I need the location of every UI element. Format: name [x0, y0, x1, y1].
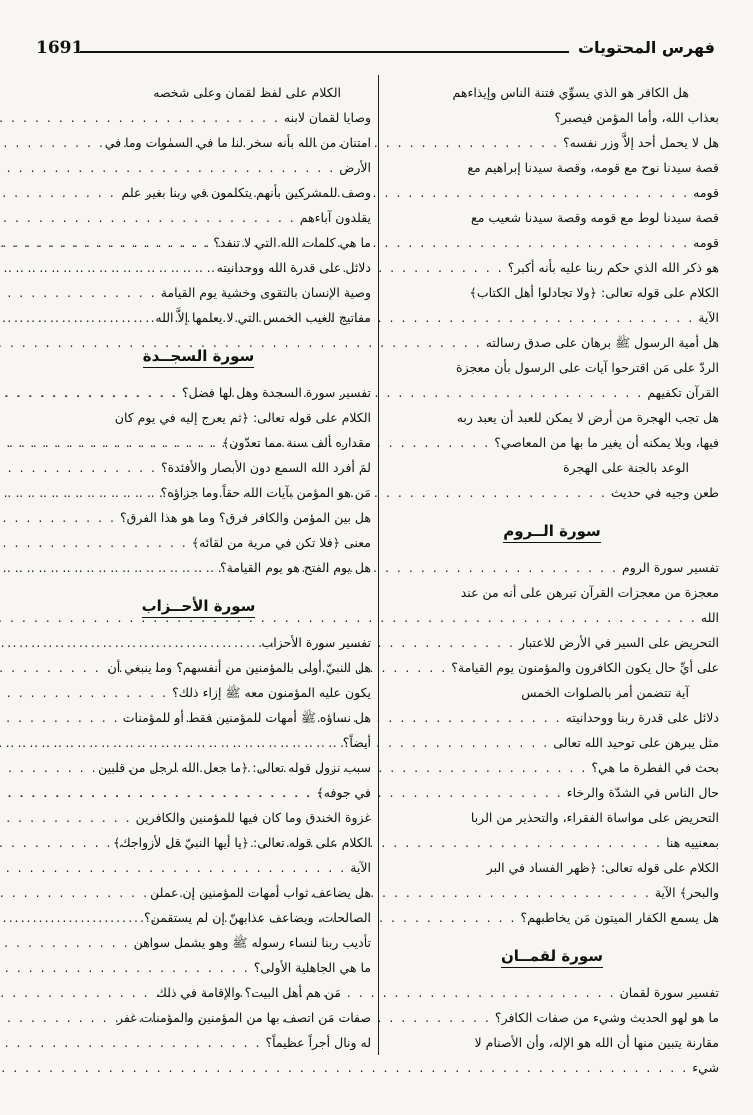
toc-entry[interactable]: [26, 980, 371, 1005]
section-title: سورة الأحــزاب: [142, 597, 256, 618]
entry-text: هل يسمع الكفار الميتون مَن يخاطبهم؟: [520, 910, 719, 925]
section-title: سورة لقمــان: [501, 947, 603, 968]
entry-text: بمعنييه هنا: [666, 835, 719, 850]
entry-text: مثل يبرهن على توحيد الله تعالى: [553, 735, 719, 750]
toc-entry[interactable]: [26, 255, 371, 280]
toc-entry[interactable]: [26, 930, 371, 955]
toc-entry[interactable]: [385, 580, 719, 630]
toc-entry[interactable]: [385, 480, 719, 505]
entry-text: صفات مَن اتصف بها من المؤمنين والمؤمنات غفر: [116, 1010, 371, 1025]
entry-text: الصالحات، ويضاعف عذابهنّ إن لم يستقمن؟: [144, 910, 371, 925]
toc-entry[interactable]: [26, 505, 371, 530]
dot-leader: [0, 780, 316, 805]
toc-entry[interactable]: [26, 280, 371, 305]
entry-text: له ونال أجراً عظيماً؟: [265, 1035, 371, 1050]
entry-text: الله: [700, 610, 719, 625]
section-heading: [385, 942, 719, 970]
toc-entry[interactable]: [26, 180, 371, 230]
dot-leader: [0, 630, 261, 655]
entry-text: وصية الإنسان بالتقوى وخشية يوم القيامة: [160, 285, 371, 300]
header-title: فهرس المحتويات: [577, 38, 715, 57]
entry-text: قصة سيدنا نوح مع قومه، وقصة سيدنا إبراهيم مع: [467, 160, 719, 175]
toc-entry[interactable]: [26, 805, 371, 830]
toc-entry[interactable]: [385, 730, 719, 755]
dot-leader: [0, 280, 161, 305]
toc-entry[interactable]: [26, 130, 371, 180]
dot-leader: [0, 530, 192, 555]
entry-text: مَن هو المؤمن بآيات الله حقاً وما جزاؤه؟: [160, 485, 371, 500]
entry-text: هل أمية الرسول ﷺ برهان على صدق رسالته: [485, 335, 719, 350]
toc-entry[interactable]: [385, 805, 719, 855]
entry-text: التحريض على السير في الأرض للاعتبار: [518, 635, 719, 650]
dot-leader: [0, 430, 222, 455]
dot-leader: [0, 905, 144, 930]
toc-entry[interactable]: [385, 630, 719, 655]
entry-text: الكلام على قوله تعالى: ﴿ظهر الفساد في البر: [486, 860, 719, 875]
entry-text: دلائل على قدرة الله ووحدانيته: [216, 260, 371, 275]
toc-entry[interactable]: [385, 355, 719, 405]
entry-text: على أيِّ حال يكون الكافرون والمؤمنون يوم القيامة؟: [451, 660, 719, 675]
entry-text: مَن هم أهل البيت؟ والإقامة في ذلك: [156, 985, 341, 1000]
dot-leader: [0, 455, 161, 480]
entry-text: معنى ﴿فلا تكن في مرية من لقائه﴾: [191, 535, 371, 550]
entry-text: الكلام على لفظ لقمان وعلى شخصه: [153, 85, 341, 100]
toc-entry[interactable]: [385, 280, 719, 330]
toc-entry[interactable]: [26, 555, 371, 580]
dot-leader: [0, 680, 172, 705]
toc-entry[interactable]: [385, 455, 719, 480]
toc-entry[interactable]: [26, 955, 371, 980]
entry-text: معجزة من معجزات القرآن تبرهن على أنه من عند: [460, 585, 719, 600]
page-number: 1691: [36, 38, 84, 58]
toc-entry[interactable]: [385, 130, 719, 155]
dot-leader: [0, 1055, 692, 1080]
dot-leader: [0, 230, 213, 255]
entry-text: القرآن تكفيهم: [647, 385, 719, 400]
entry-text: فيها، وبلا يمكنه أن يغير ما بها من المعاصي؟: [494, 435, 719, 450]
toc-entry[interactable]: [385, 680, 719, 705]
entry-text: التحريض على مواساة الفقراء، والتحذير من الربا: [470, 810, 719, 825]
toc-entry[interactable]: [26, 480, 371, 505]
entry-text: أيضاً؟: [342, 735, 371, 750]
toc-entry[interactable]: [26, 655, 371, 705]
entry-text: هل لا يحمل أحد إلاَّ وزر نفسه؟: [562, 135, 719, 150]
entry-text: ما هي كلمات الله التي لا تنفد؟: [213, 235, 371, 250]
entry-text: الآية: [350, 860, 371, 875]
entry-text: في جوفه﴾: [316, 785, 371, 800]
section-title: سورة السجــدة: [143, 347, 255, 368]
section-heading: [26, 592, 371, 620]
entry-text: لمَ أفرد الله السمع دون الأبصار والأفئدة؟: [161, 460, 371, 475]
entry-text: ما هو لهو الحديث وشيء من صفات الكافر؟: [494, 1010, 719, 1025]
entry-text: ما هي الجاهلية الأولى؟: [253, 960, 371, 975]
section-title: سورة الــروم: [503, 522, 601, 543]
header-rule: [80, 51, 569, 53]
entry-text: يكون عليه المؤمنون معه ﷺ إزاء ذلك؟: [172, 685, 371, 700]
dot-leader: [0, 480, 161, 505]
entry-text: بحث في الفطرة ما هي؟: [591, 760, 719, 775]
entry-text: الأرض: [339, 160, 371, 175]
entry-text: هل الكافر هو الذي يسوِّي فتنة الناس وإيذاءهم: [452, 85, 689, 100]
toc-entry[interactable]: [26, 380, 371, 405]
entry-text: قصة سيدنا لوط مع قومه وقصة سيدنا شعيب مع: [471, 210, 719, 225]
toc-entry[interactable]: [385, 655, 719, 680]
toc-entry[interactable]: [385, 855, 719, 905]
entry-text: الكلام على قوله تعالى: ﴿يا أيها النبيّ قل لأزواجك﴾: [113, 835, 371, 850]
entry-text: تفسير سورة السجدة وهل لها فضل؟: [181, 385, 371, 400]
entry-text: يقلدون آباءهم: [299, 210, 371, 225]
toc-entry[interactable]: [385, 330, 719, 355]
entry-text: الكلام على قوله تعالى: ﴿ولا تجادلوا أهل الكتاب﴾: [469, 285, 719, 300]
dot-leader: [0, 205, 300, 230]
entry-text: امتنان من الله بأنه سخر لنا ما في السمٰوات وما في: [104, 135, 371, 150]
dot-leader: [0, 105, 284, 130]
section-heading: [26, 342, 371, 370]
toc-entry[interactable]: [385, 155, 719, 205]
entry-text: الكلام على قوله تعالى: ﴿ثم يعرج إليه في يوم كان: [114, 410, 371, 425]
toc-entry[interactable]: [26, 530, 371, 555]
toc-column-left: [26, 80, 371, 1055]
toc-entry[interactable]: [26, 405, 371, 455]
toc-entry[interactable]: [26, 1005, 371, 1055]
entry-text: والبحر﴾ الآية: [654, 885, 719, 900]
toc-entry[interactable]: [385, 1005, 719, 1030]
entry-text: دلائل على قدرة ربنا ووحدانيته: [565, 710, 719, 725]
entry-text: قومه: [693, 235, 719, 250]
toc-entry[interactable]: [385, 80, 719, 130]
entry-text: هل بين المؤمن والكافر فرق؟ وما هو هذا الفرق؟: [120, 510, 371, 525]
entry-text: هو ذكر الله الذي حكم ربنا عليه بأنه أكبر؟: [507, 260, 719, 275]
toc-entry[interactable]: [385, 255, 719, 280]
toc-entry[interactable]: [385, 405, 719, 455]
dot-leader: [0, 1030, 265, 1055]
entry-text: مقارنة يتبين منها أن الله هو الإله، وأن الأصنام لا: [474, 1035, 719, 1050]
entry-text: آية تتضمن أمر بالصلوات الخمس: [521, 685, 689, 700]
toc-entry[interactable]: [385, 1030, 719, 1080]
toc-entry[interactable]: [385, 780, 719, 805]
entry-text: مقداره ألف سنة مما تعدّون﴾: [221, 435, 371, 450]
toc-entry[interactable]: [26, 305, 371, 330]
toc-column-right: [385, 80, 719, 1080]
entry-text: مفاتيح الغيب الخمس التي لا يعلمها إلاَّ الله: [155, 310, 371, 325]
entry-text: وصايا لقمان لابنه: [283, 110, 371, 125]
entry-text: هل يضاعف ثواب أمهات المؤمنين إن عملن: [150, 885, 371, 900]
toc-entry[interactable]: [385, 980, 719, 1005]
toc-entry[interactable]: [26, 230, 371, 255]
entry-text: الردّ على مَن اقترحوا آيات على الرسول بأن معجزة: [456, 360, 719, 375]
entry-text: غزوة الخندق وما كان فيها للمؤمنين والكافرين: [135, 810, 371, 825]
toc-entry[interactable]: [26, 80, 371, 105]
toc-entry[interactable]: [26, 830, 371, 880]
dot-leader: [0, 955, 254, 980]
toc-entry[interactable]: [26, 105, 371, 130]
entry-text: قومه: [693, 185, 719, 200]
toc-entry[interactable]: [385, 755, 719, 780]
entry-text: هل النبيّ أولى بالمؤمنين من أنفسهم؟ وما ينبغي أن: [107, 660, 371, 675]
dot-leader: [0, 380, 182, 405]
dot-leader: [0, 930, 134, 955]
dot-leader: [0, 855, 350, 880]
toc-entry[interactable]: [26, 630, 371, 655]
toc-entry[interactable]: [385, 555, 719, 580]
entry-text: طعن وجيه في حديث: [610, 485, 719, 500]
section-heading: [385, 517, 719, 545]
toc-entry[interactable]: [26, 880, 371, 930]
dot-leader: [0, 730, 343, 755]
dot-leader: [0, 305, 155, 330]
dot-leader: [0, 805, 136, 830]
dot-leader: [0, 255, 217, 280]
entry-text: هل تجب الهجرة من أرض لا يمكن للعبد أن يعبد ربه: [456, 410, 719, 425]
toc-entry[interactable]: [26, 455, 371, 480]
dot-leader: [0, 155, 339, 180]
dot-leader: [0, 555, 220, 580]
entry-text: تفسير سورة الأحزاب: [261, 635, 371, 650]
toc-entry[interactable]: [385, 905, 719, 930]
entry-text: بعذاب الله، وأما المؤمن فيصبر؟: [554, 110, 719, 125]
entry-text: الوعد بالجنة على الهجرة: [563, 460, 689, 475]
entry-text: تفسير سورة الروم: [621, 560, 719, 575]
entry-text: وصف للمشركين بأنهم يتكلمون في ربنا بغير علم: [121, 185, 371, 200]
entry-text: سبب نزول قوله تعالى: ﴿ما جعل الله لرجل من قلبين: [98, 760, 371, 775]
entry-text: هل نساؤه ﷺ أمهات للمؤمنين فقط أو للمؤمنات: [122, 710, 371, 725]
page-header: [36, 38, 715, 68]
entry-text: هل يوم الفتح هو يوم القيامة؟: [220, 560, 371, 575]
entry-text: تأديب ربنا لنساء رسوله ﷺ وهو يشمل سواهن: [133, 935, 371, 950]
entry-text: تفسير سورة لقمان: [619, 985, 719, 1000]
entry-text: حال الناس في الشدّة والرخاء: [566, 785, 719, 800]
toc-entry[interactable]: [385, 205, 719, 255]
entry-text: الآية: [698, 310, 719, 325]
toc-entry[interactable]: [26, 755, 371, 805]
toc-entry[interactable]: [385, 705, 719, 730]
entry-text: شيء: [692, 1060, 719, 1075]
toc-entry[interactable]: [26, 705, 371, 755]
dot-leader: [0, 505, 120, 530]
